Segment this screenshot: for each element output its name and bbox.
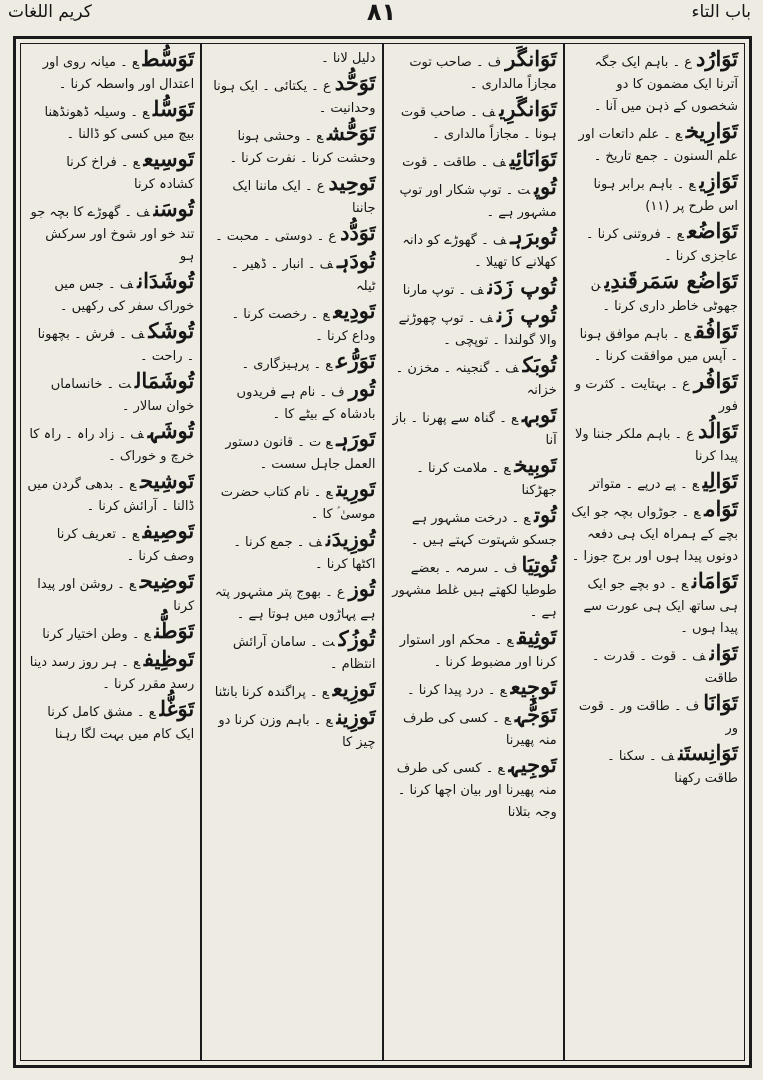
headword: تَوَارِیخ [685,118,738,143]
dictionary-entry [208,478,375,526]
headword: تَوَغُّل [159,696,195,721]
definition: ف ۔ فرش ۔ بچھونا ۔ راحت ۔ [37,327,195,364]
definition: ع ۔ تعریف کرنا وصف کرنا ۔ [56,527,195,564]
dictionary-entry [208,706,375,754]
dictionary-entry [390,504,557,552]
dictionary-entry [27,648,194,696]
headword: تَوَحُّد [334,70,376,95]
page-frame [13,36,752,1068]
definition: ف ۔ گنجینہ ۔ مخزن ۔ خزانہ [395,361,557,398]
definition: ع ۔ درد پیدا کرنا ۔ [407,683,507,698]
definition: ت ۔ سامان آرائش انتظام ۔ [232,635,376,672]
dictionary-entry [571,320,738,368]
headword: تَوزِین [336,704,376,729]
definition: ف ۔ جس میں خوراک سفر کی رکھیں ۔ [54,277,195,314]
headword: تَودِیع [333,298,376,323]
definition: ع ۔ وطن اختیار کرنا [42,627,151,642]
headword: تُوشَہ [147,418,195,443]
definition: ع ۔ باہم موافق ہونا ۔ آپس میں موافقت کرنا ۔ [579,327,738,364]
dictionary-entry [390,304,557,352]
definition: ف ۔ جمع کرنا ۔ اکٹھا کرنا ۔ [233,535,376,572]
definition: ع ۔ جوڑواں بچہ جو ایک بچے کے ہمراہ ایک ہی دفعہ دونوں پیدا ہوں اور برج جوزا ۔ [571,505,738,564]
dictionary-entry [208,528,375,576]
dictionary-entry [208,300,375,348]
definition: ع ۔ محکم اور استوار کرنا اور مضبوط کرنا ۔ [399,633,557,670]
dictionary-entry [571,170,738,218]
headword: تَوحِید [328,170,376,195]
definition: ت ۔ خانساماں خوان سالار ۔ [50,377,195,414]
dictionary-entry [27,48,194,96]
headword: تُوتِیَا [521,552,557,577]
headword: تُوزِیدَن [325,526,376,551]
definition: ع ۔ باہم وزن کرنا دو چیز کا [218,713,376,750]
headword: تُور [348,376,376,401]
headword: تَوزِیع [332,676,376,701]
column-4 [21,44,200,1060]
definition: ع ت ۔ قانون دستور العمل جاہل سست ۔ [225,435,376,472]
dictionary-entry [571,420,738,468]
headword: تَوَافُر [693,368,738,393]
headword: تَوثِیق [517,624,557,649]
definition: ع ۔ پے درپے ۔ متواتر [589,477,699,492]
definition: ع ۔ ملامت کرنا ۔ جھڑکنا [416,461,557,498]
headword: تُوپ زَن [496,302,557,327]
headword: تُوت [534,502,557,527]
dictionary-entry [208,678,375,704]
headword: تُوبرَہ [510,224,557,249]
headword: تَورَہ [336,426,376,451]
dictionary-entry [571,270,738,318]
definition: ع ۔ ایک ماننا ایک جاننا [232,179,376,216]
dictionary-entry [390,754,557,824]
dictionary-entry [390,704,557,752]
dictionary-entry [571,498,738,568]
dictionary-entry [390,554,557,624]
headword: تَوَانِستَن [678,740,738,765]
definition: ع ۔ وحشی ہونا وحشت کرنا ۔ نفرت کرنا ۔ [229,129,376,166]
headword: تُوزُک [338,626,376,651]
headword: تَوَانگَرِی [499,96,557,121]
headword: تُودَہ [337,248,376,273]
headword: تُوز [348,576,376,601]
definition: ع ۔ فراخ کرنا کشادہ کرنا [66,155,195,192]
dictionary-entry [571,370,738,418]
headword: تُوشَک [148,318,195,343]
headword: تَوَاضُع [687,218,738,243]
dictionary-entry [390,404,557,452]
headword: تَوَارُد [695,46,738,71]
headword: تَوَالِی [702,468,738,493]
dictionary-entry [27,420,194,468]
column-2 [382,44,563,1060]
definition: ع ۔ بھوج پتر مشہور پتہ ہے پہاڑوں میں ہوتا ہے ۔ [214,585,376,622]
definition: ع ۔ باہم برابر ہونا اس طرح پر (۱۱) [593,177,738,214]
headword: تَوَانَائِی [509,146,557,171]
dictionary-entry [27,270,194,318]
dictionary-entry [208,350,375,376]
headword: تُوپ [534,174,557,199]
definition: ن جھوٹی خاطر داری کرنا ۔ [590,277,738,314]
dictionary-entry [571,220,738,268]
dictionary-entry [390,354,557,402]
definition: ف ۔ صاحب قوت ہونا ۔ مجازاً مالداری ۔ [400,105,557,142]
headword: تَوَسُّط [142,46,195,71]
column-3 [200,44,381,1060]
headword: تَوَحُّش [327,120,376,145]
book-title: کریم اللغات [8,2,92,22]
dictionary-entry [27,620,194,646]
dictionary-entry [27,520,194,568]
dictionary-entry [571,470,738,496]
definition: ع ۔ مشق کامل کرنا ایک کام میں بہت لگا رہنا [47,705,195,742]
definition: ف ۔ گھوڑے کو دانہ کھلانے کا تھیلا ۔ [402,233,557,270]
headword: تَوضِیح [139,568,195,593]
definition: ف ۔ طاقت ور ۔ قوت ور [578,699,738,736]
definition: ع ۔ یکتائی ۔ ایک ہونا وحدانیت ۔ [213,79,376,116]
dictionary-entry [390,176,557,224]
definition: ف ۔ توپ چھوڑنے والا گولندا ۔ توپچی ۔ [398,311,557,348]
definition: ف ۔ توپ مارنا [402,283,484,298]
columns-container [20,43,745,1061]
dictionary-entry [208,222,375,248]
dictionary-entry [390,48,557,96]
definition: ع ۔ پرہیزگاری ۔ [241,357,333,372]
headword: تَوبِیخ [514,452,557,477]
headword: تَوَاضُع سَمَرقَندِی [604,268,738,293]
headword: تَوَازِی [699,168,738,193]
headword: تَوَان [709,640,738,665]
definition: ع ۔ رخصت کرنا ۔ وداع کرنا ۔ [231,307,376,344]
dictionary-entry [208,578,375,626]
definition: ع ۔ گناہ سے پھرنا ۔ باز آنا [392,411,557,448]
definition: ع ۔ باہم ایک جگہ آترنا ایک مضمون کا دو شخصوں کے ذہن میں آنا ۔ [593,55,738,114]
dictionary-entry [571,692,738,740]
headword: تَوصِیف [142,518,195,543]
definition: ف ۔ صاحب توت مجازاً مالداری ۔ [409,55,557,92]
definition: ع ۔ کسی کی طرف منہ پھیرنا [403,711,557,748]
dictionary-entry [571,120,738,168]
dictionary-entry [571,570,738,640]
definition: ع ۔ پراگندہ کرنا بانٹنا [214,685,329,700]
headword: تُوسَن [153,196,195,221]
headword: تَوبہ [521,402,557,427]
dictionary-entry [390,276,557,302]
dictionary-entry [208,378,375,426]
definition: ف ۔ سرمہ ۔ بعضے طوطیا لکھتے ہیں غلط مشہور ہے ۔ [392,561,557,620]
dictionary-entry [27,470,194,518]
dictionary-entry [27,98,194,146]
headword: تَوسِیع [143,146,195,171]
headword: تَوَالُد [698,418,738,443]
headword: تَوَانَا [703,690,738,715]
definition: ف ۔ گھوڑے کا بچہ جو تند خو اور شوخ اور سرکش ہو [30,205,195,264]
headword: تَوَسُّل [153,96,195,121]
headword: تَوجِیہ [508,752,557,777]
definition: ع ۔ دوستی ۔ محبت ۔ [215,229,337,244]
definition: ع ۔ نام کتاب حضرت موسیٰ ؑ کا ۔ [220,485,376,522]
definition: ع ۔ باہم ملکر جننا ولا پیدا کرنا [575,427,738,464]
definition: دلیل لانا ۔ [321,51,376,66]
dictionary-entry [208,250,375,298]
headword: تَوَافُق [694,318,738,343]
definition: ع ۔ بدھی گردن میں ڈالنا ۔ آرائش کرنا ۔ [27,477,195,514]
definition: ع ۔ ہر روز رسد دینا رسد مقرر کرنا ۔ [29,655,195,692]
dictionary-entry [208,628,375,676]
page-number: ۸۱ [366,0,397,26]
headword: تُوشَدَان [137,268,195,293]
dictionary-entry [571,642,738,690]
definition: ف ۔ نام ہے فریدوں بادشاہ کے بیٹے کا ۔ [236,385,376,422]
headword: تَوَرُّع [336,348,376,373]
headword: تَوَانگَر [505,46,557,71]
headword: تَوَام [704,496,738,521]
dictionary-entry [571,48,738,118]
headword: تَورِیت [336,476,376,501]
headword: تُوبَک [522,352,557,377]
chapter-title: باب التاء [691,2,751,22]
headword: تَوَدُّد [340,220,376,245]
dictionary-entry [27,198,194,268]
definition: ع ۔ میانہ روی اور اعتدال اور واسطہ کرنا ۔ [42,55,195,92]
dictionary-entry [571,742,738,790]
definition: ع ۔ علم داتعات اور علم السنون ۔ جمع تاریخ ۔ [578,127,738,164]
dictionary-entry [390,226,557,274]
dictionary-entry [27,370,194,418]
definition: ع ۔ دو بچے جو ایک ہی ساتھ ایک ہی عورت سے پیدا ہوں ۔ [583,577,738,636]
definition: ع ۔ وسیلہ ڈھونڈھنا بیچ میں کسی کو ڈالنا ۔ [44,105,195,142]
definition: ف ۔ زاد راہ ۔ راہ کا خرچ و خوراک ۔ [29,427,195,464]
dictionary-entry [390,98,557,146]
headword: تَوَامَان [691,568,738,593]
dictionary-entry [390,148,557,174]
definition: ت ۔ توپ شکار اور توپ مشہور ہے ۔ [399,183,557,220]
page-header [0,0,763,34]
dictionary-entry [390,676,557,702]
definition: ف ۔ سکنا ۔ طاقت رکھنا [607,749,738,786]
dictionary-entry [390,626,557,674]
headword: تَوشِیح [140,468,195,493]
headword: تَوَجُّہ [514,702,557,727]
dictionary-entry [27,570,194,618]
definition: ع ۔ درخت مشہور ہے جسکو شہتوت کہتے ہیں ۔ [410,511,557,548]
definition: ع ۔ بہتایت ۔ کثرت و فور [574,377,738,414]
headword: تَوظِیف [143,646,195,671]
definition: ع ۔ فروتنی کرنا ۔ عاجزی کرنا ۔ [585,227,738,264]
headword: تَوجِیع [510,674,557,699]
dictionary-entry [208,122,375,170]
dictionary-entry [27,320,194,368]
definition: ع ۔ روشن اور پیدا کرنا [37,577,195,614]
definition: ف ۔ انبار ۔ ڈھیر ۔ ٹیلہ [231,257,376,294]
dictionary-entry [390,454,557,502]
headword: تُوپ زَدَن [487,274,557,299]
dictionary-entry [208,72,375,120]
definition: ع ۔ کسی کی طرف منہ پھیرنا اور بیان اچھا کرنا ۔ وجہ بتلانا [396,761,557,820]
definition: ف ۔ قوت ۔ قدرت ۔ طاقت [591,649,738,686]
dictionary-entry [208,48,375,70]
dictionary-entry [208,172,375,220]
dictionary-entry [208,428,375,476]
definition: ف ۔ طاقت ۔ قوت [402,155,506,170]
dictionary-entry [27,148,194,196]
headword: تُوشَمَال [135,368,195,393]
column-1 [563,44,744,1060]
headword: تَوَطُّن [154,618,195,643]
dictionary-entry [27,698,194,746]
